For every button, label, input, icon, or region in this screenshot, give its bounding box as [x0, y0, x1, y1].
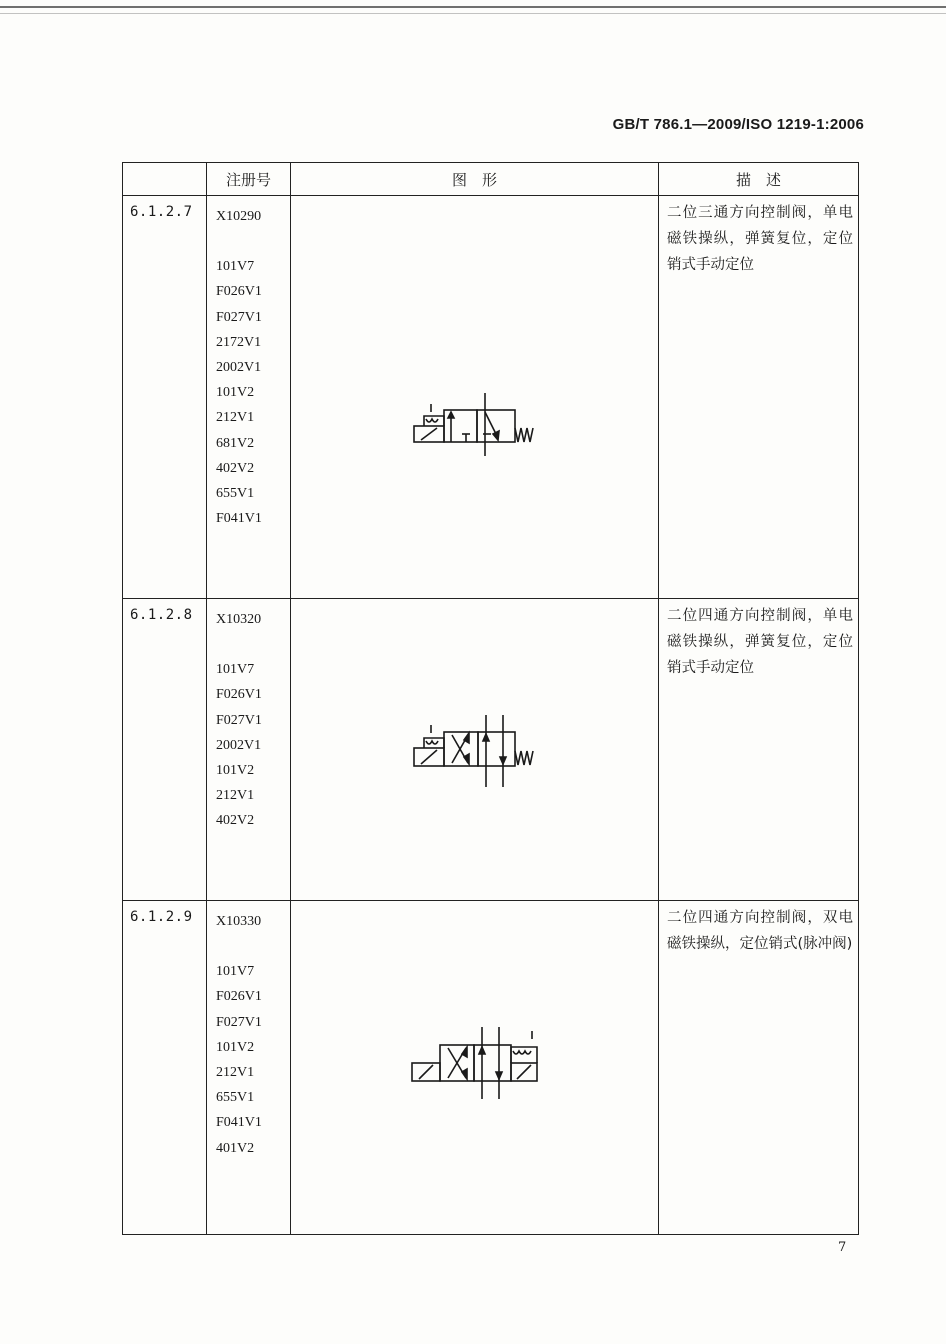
registration-code: 655V1 — [216, 1090, 255, 1106]
scan-edge-line — [0, 13, 946, 14]
clause-cell: 6.1.2.8 — [123, 599, 207, 901]
registration-code: 402V2 — [216, 813, 255, 829]
registration-code: F041V1 — [216, 1115, 262, 1131]
description-cell: 二位三通方向控制阀，单电磁铁操纵，弹簧复位，定位销式手动定位 — [659, 196, 859, 599]
registration-code: 212V1 — [216, 410, 255, 426]
clause-cell: 6.1.2.7 — [123, 196, 207, 599]
symbol-cell — [291, 901, 659, 1235]
header-registration: 注册号 — [207, 163, 291, 196]
clause-cell: 6.1.2.9 — [123, 901, 207, 1235]
registration-cell — [207, 599, 291, 901]
standard-number: GB/T 786.1—2009/ISO 1219-1:2006 — [612, 116, 864, 133]
table-row — [123, 599, 859, 901]
registration-code: 212V1 — [216, 788, 255, 804]
table-row — [123, 196, 859, 599]
primary-registration: X10290 — [216, 209, 262, 224]
registration-code: F026V1 — [216, 687, 262, 703]
primary-registration: X10330 — [216, 914, 262, 929]
registration-code: 402V2 — [216, 460, 255, 476]
2-3-way-solenoid-spring-return-valve-icon — [411, 384, 541, 464]
registration-cell — [207, 901, 291, 1235]
symbol-cell — [291, 196, 659, 599]
registration-code: F041V1 — [216, 511, 262, 527]
registration-code: F027V1 — [216, 1014, 262, 1030]
registration-code: 401V2 — [216, 1140, 255, 1156]
registration-code: 101V7 — [216, 964, 255, 980]
description-cell: 二位四通方向控制阀，双电磁铁操纵，定位销式(脉冲阀) — [659, 901, 859, 1235]
table-row — [123, 901, 859, 1235]
table-header-row — [123, 163, 859, 196]
registration-list — [207, 196, 290, 531]
symbol-table — [122, 162, 859, 1235]
registration-code: 101V2 — [216, 385, 255, 401]
2-4-way-double-solenoid-detent-valve-icon — [409, 1023, 544, 1103]
registration-code: 2002V1 — [216, 737, 262, 753]
registration-code: F027V1 — [216, 309, 262, 325]
registration-code: F026V1 — [216, 284, 262, 300]
header-symbol: 图 形 — [291, 163, 659, 196]
registration-code: 101V2 — [216, 1039, 255, 1055]
registration-code: 655V1 — [216, 486, 255, 502]
header-clause — [123, 163, 207, 196]
header-description: 描 述 — [659, 163, 859, 196]
primary-registration: X10320 — [216, 612, 262, 627]
description-cell: 二位四通方向控制阀，单电磁铁操纵，弹簧复位，定位销式手动定位 — [659, 599, 859, 901]
scan-edge-line — [0, 6, 946, 8]
registration-code: 101V7 — [216, 662, 255, 678]
registration-code: 2002V1 — [216, 360, 262, 376]
2-4-way-solenoid-spring-return-valve-icon — [411, 711, 541, 791]
registration-code: 2172V1 — [216, 334, 262, 350]
registration-list — [207, 901, 290, 1161]
registration-code: 212V1 — [216, 1065, 255, 1081]
symbol-cell — [291, 599, 659, 901]
registration-code: 101V2 — [216, 763, 255, 779]
registration-code: 101V7 — [216, 259, 255, 275]
registration-code: 681V2 — [216, 435, 255, 451]
registration-code: F026V1 — [216, 989, 262, 1005]
registration-cell — [207, 196, 291, 599]
page-number: 7 — [838, 1240, 847, 1255]
registration-code: F027V1 — [216, 712, 262, 728]
registration-list — [207, 599, 290, 834]
